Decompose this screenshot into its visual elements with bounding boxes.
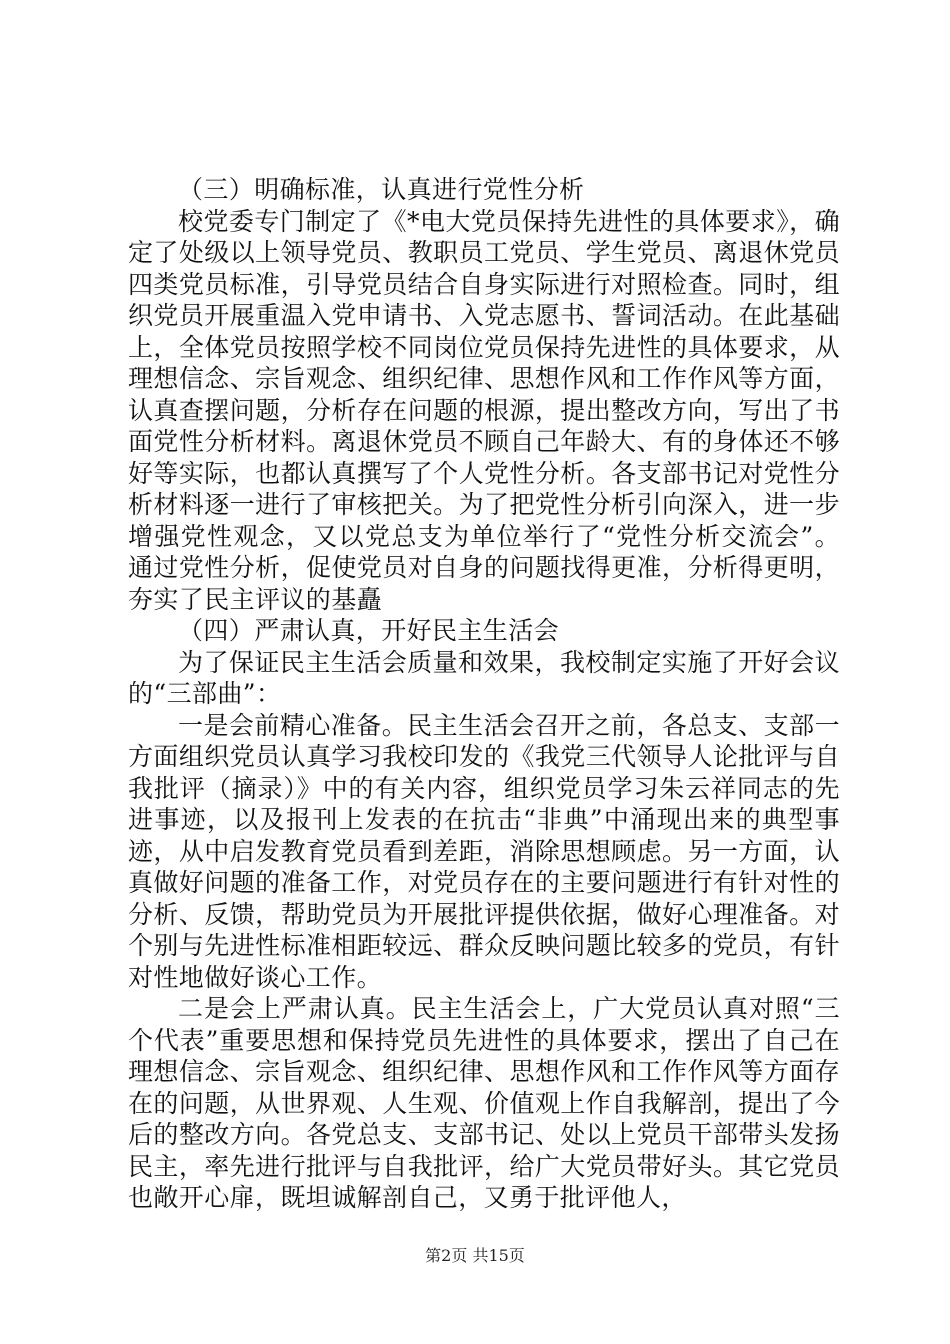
page-footer: 第2页 共15页 (425, 1246, 525, 1265)
paragraph-meeting: 二是会上严肃认真。民主生活会上，广大党员认真对照“三个代表”重要思想和保持党员先进性的具体要求，摆出了自己在理想信念、宗旨观念、组织纪律、思想作风和工作作风等方面存在的问题，从世界观、人生观、价值观上作自我解剖，提出了今后的整改方向。各党总支、支部书记、处以上党员干部带头发扬民主，率先进行批评与自我批评，给广大党员带好头。其它党员也敞开心扉，既坦诚解剖自己，又勇于批评他人， (128, 994, 840, 1212)
section-heading-4: （四）严肃认真，开好民主生活会 (178, 616, 560, 645)
section-heading-3: （三）明确标准，认真进行党性分析 (178, 175, 585, 204)
paragraph-three-steps-intro: 为了保证民主生活会质量和效果，我校制定实施了开好会议的“三部曲”： (128, 647, 840, 708)
document-body (128, 174, 840, 1214)
paragraph-preparation: 一是会前精心准备。民主生活会召开之前，各总支、支部一方面组织党员认真学习我校印发的《我党三代领导人论批评与自我批评（摘录）》中的有关内容，组织党员学习朱云祥同志的先进事迹，以及报刊上发表的在抗击“非典”中涌现出来的典型事迹，从中启发教育党员看到差距，消除思想顾虑。另一方面，认真做好问题的准备工作，对党员存在的主要问题进行有针对性的分析、反馈，帮助党员为开展批评提供依据，做好心理准备。对个别与先进性标准相距较远、群众反映问题比较多的党员，有针对性地做好谈心工作。 (128, 710, 840, 992)
paragraph-party-analysis: 校党委专门制定了《*电大党员保持先进性的具体要求》，确定了处级以上领导党员、教职员工党员、学生党员、离退休党员四类党员标准，引导党员结合自身实际进行对照检查。同时，组织党员开展重温入党申请书、入党志愿书、誓词活动。在此基础上，全体党员按照学校不同岗位党员保持先进性的具体要求，从理想信念、宗旨观念、组织纪律、思想作风和工作作风等方面，认真查摆问题，分析存在问题的根源，提出整改方向，写出了书面党性分析材料。离退休党员不顾自己年龄大、有的身体还不够好等实际，也都认真撰写了个人党性分析。各支部书记对党性分析材料逐一进行了审核把关。为了把党性分析引向深入，进一步增强党性观念，又以党总支为单位举行了“党性分析交流会”。通过党性分析，促使党员对自身的问题找得更准，分析得更明，夯实了民主评议的基矗 (128, 206, 840, 614)
